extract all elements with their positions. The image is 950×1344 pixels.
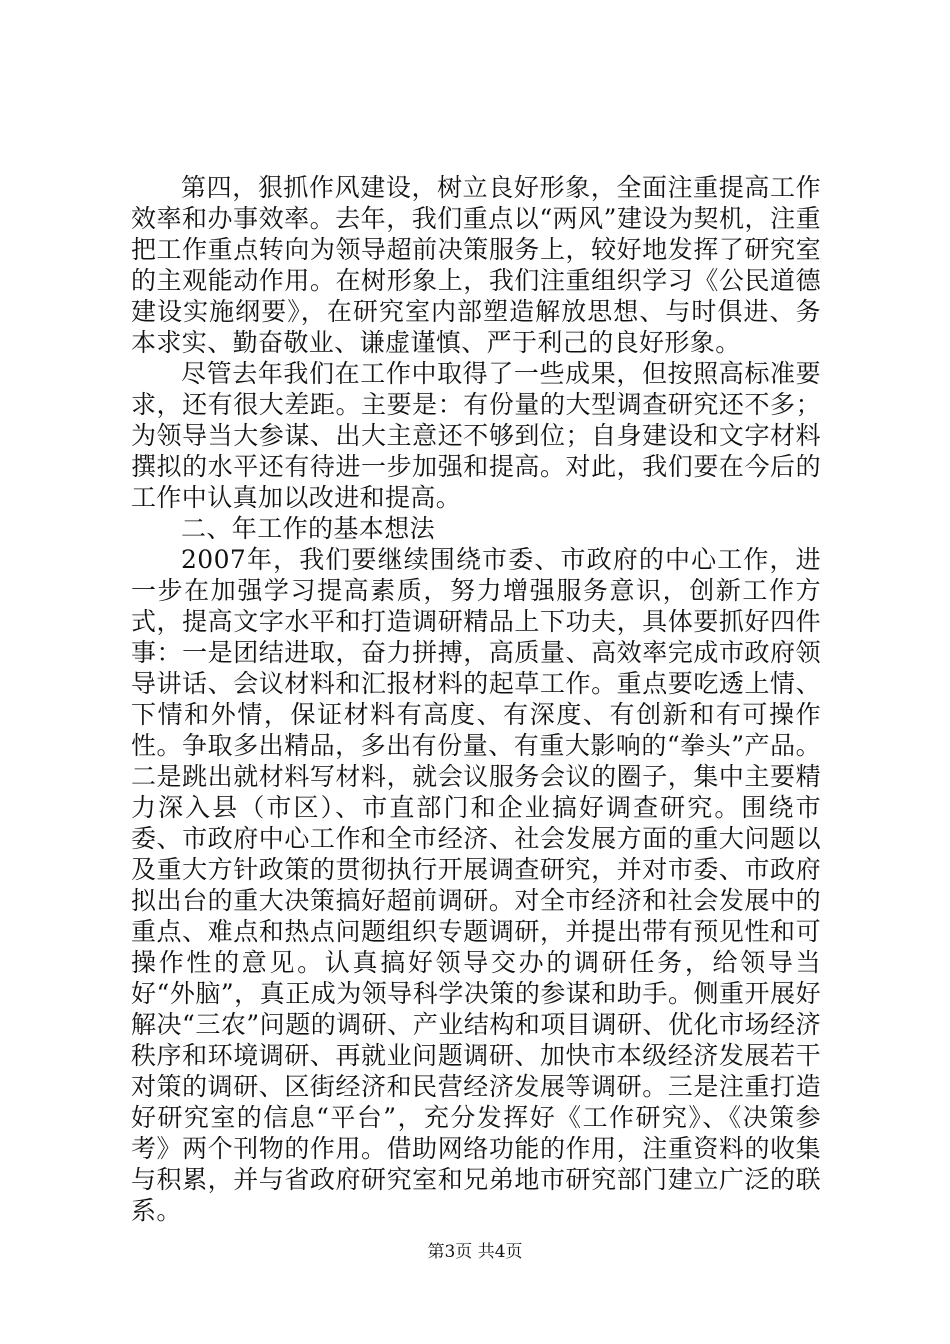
paragraph-shortcomings: 尽管去年我们在工作中取得了一些成果，但按照高标准要求，还有很大差距。主要是：有份量的大型调查研究还不多；为领导当大参谋、出大主意还不够到位；自身建设和文字材料撰拟的水平还有待进一步加强和提高。对此，我们要在今后的工作中认真加以改进和提高。 xyxy=(131,359,821,512)
section-heading-basic-ideas: 二、年工作的基本想法 xyxy=(181,514,436,543)
page-number-footer: 第3页 共4页 xyxy=(427,1242,523,1262)
paragraph-2007-plan: 2007年，我们要继续围绕市委、市政府的中心工作，进一步在加强学习提高素质，努力增强服务意识，创新工作方式，提高文字水平和打造调研精品上下功夫，具体要抓好四件事：一是团结进取，奋力拼搏，高质量、高效率完成市政府领导讲话、会议材料和汇报材料的起草工作。重点要吃透上情、下情和外情，保证材料有高度、有深度、有创新和有可操作性。争取多出精品，多出有份量、有重大影响的“拳头”产品。二是跳出就材料写材料，就会议服务会议的圈子，集中主要精力深入县（市区）、市直部门和企业搞好调查研究。围绕市委、市政府中心工作和全市经济、社会发展方面的重大问题以及重大方针政策的贯彻执行开展调查研究，并对市委、市政府拟出台的重大决策搞好超前调研。对全市经济和社会发展中的重点、难点和热点问题组织专题调研，并提出带有预见性和可操作性的意见。认真搞好领导交办的调研任务，给领导当好“外脑”，真正成为领导科学决策的参谋和助手。侧重开展好解决“三农”问题的调研、产业结构和项目调研、优化市场经济秩序和环境调研、再就业问题调研、加快市本级经济发展若干对策的调研、区街经济和民营经济发展等调研。三是注重打造好研究室的信息“平台”，充分发挥好《工作研究》、《决策参考》两个刊物的作用。借助网络功能的作用，注重资料的收集与积累，并与省政府研究室和兄弟地市研究部门建立广泛的联系。 xyxy=(131,545,821,1225)
document-body xyxy=(131,172,821,1226)
paragraph-work-style: 第四，狠抓作风建设，树立良好形象，全面注重提高工作效率和办事效率。去年，我们重点以“两风”建设为契机，注重把工作重点转向为领导超前决策服务上，较好地发挥了研究室的主观能动作用。在树形象上，我们注重组织学习《公民道德建设实施纲要》，在研究室内部塑造解放思想、与时俱进、务本求实、勤奋敬业、谦虚谨慎、严于利己的良好形象。 xyxy=(131,173,821,357)
